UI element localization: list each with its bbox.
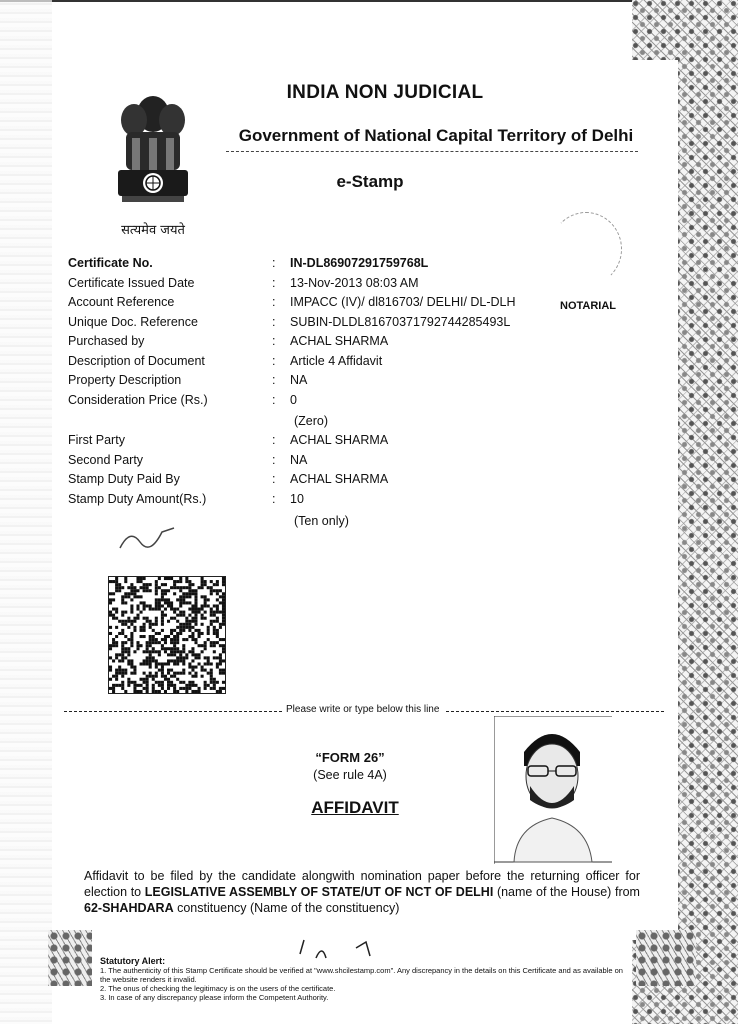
left-security-border (0, 0, 52, 1024)
notarial-label: NOTARIAL (560, 300, 617, 312)
detail-value: Article 4 Affidavit (290, 353, 383, 368)
detail-value: NA (290, 373, 308, 387)
detail-value: ACHAL SHARMA (290, 472, 389, 486)
detail-value: NA (290, 452, 308, 467)
detail-row: Account Reference : IMPACC (IV)/ dl816703/ DELHI/ DL-DLH (68, 295, 516, 309)
detail-label: Unique Doc. Reference (68, 314, 198, 329)
form-rule: (See rule 4A) (313, 768, 387, 782)
paragraph-text: (name of the House) from (493, 885, 640, 899)
handwritten-mark-icon (118, 524, 178, 554)
statutory-item: 3. In case of any discrepancy please inform the Competent Authority. (100, 993, 329, 1002)
detail-value: 10 (290, 491, 304, 506)
affidavit-heading: AFFIDAVIT (311, 798, 399, 817)
affidavit-paragraph (84, 868, 640, 916)
detail-label: Certificate Issued Date (68, 275, 195, 290)
detail-row: Description of Document : Article 4 Affidavit (68, 353, 383, 368)
detail-row: Certificate Issued Date : 13-Nov-2013 08:03 AM (68, 275, 419, 290)
detail-label: Stamp Duty Amount(Rs.) (68, 491, 207, 506)
statutory-title: Statutory Alert: (100, 956, 166, 966)
paragraph-text: constituency (Name of the constituency) (173, 901, 400, 915)
paragraph-text: Affidavit to be filed by the candidate alongwith nomination paper before the returning officer for election to (84, 869, 640, 899)
amount-in-words: (Ten only) (294, 514, 349, 528)
qr-code-icon (108, 576, 226, 694)
detail-label: First Party (68, 433, 125, 447)
detail-row: Stamp Duty Paid By : ACHAL SHARMA (68, 472, 389, 486)
price-in-words: (Zero) (294, 414, 329, 428)
detail-row: Property Description : NA (68, 373, 308, 387)
title-divider (226, 151, 638, 152)
top-edge-line (0, 0, 738, 2)
detail-label: Second Party (68, 452, 144, 467)
statutory-item: 1. The authenticity of this Stamp Certificate should be verified at "www.shcilestamp.com". Any discrepancy in the details on this Certificate and as available on the website renders it invalid. (100, 966, 623, 984)
national-emblem-icon (108, 86, 198, 216)
detail-row: Second Party : NA (68, 452, 308, 467)
document-title: INDIA NON JUDICIAL (286, 82, 484, 103)
detail-value: IN-DL86907291759768L (290, 256, 429, 270)
house-name: LEGISLATIVE ASSEMBLY OF STATE/UT OF NCT OF DELHI (144, 885, 494, 899)
statutory-alert (100, 956, 630, 1002)
detail-label: Stamp Duty Paid By (68, 472, 180, 486)
detail-row: Consideration Price (Rs.) : 0 (68, 392, 297, 407)
detail-row: Purchased by : ACHAL SHARMA (68, 334, 389, 348)
detail-value: SUBIN-DLDL81670371792744285493L (290, 314, 511, 329)
form-title: “FORM 26” (315, 750, 385, 765)
detail-label: Consideration Price (Rs.) (68, 392, 208, 407)
detail-value: 0 (290, 392, 297, 407)
detail-value: ACHAL SHARMA (290, 334, 389, 348)
detail-row: Stamp Duty Amount(Rs.) : 10 (68, 491, 304, 506)
detail-label: Account Reference (68, 295, 175, 309)
government-name: Government of National Capital Territory of Delhi (238, 126, 634, 145)
detail-value: ACHAL SHARMA (290, 433, 389, 447)
stamp-type: e-Stamp (336, 172, 404, 191)
emblem-caption: सत्यमेव जयते (121, 223, 185, 238)
detail-row: Certificate No. : IN-DL86907291759768L (68, 256, 429, 270)
corner-ornament-bottom-right (636, 930, 696, 986)
detail-label: Purchased by (68, 334, 145, 348)
detail-label: Property Description (68, 373, 182, 387)
candidate-photo (494, 716, 612, 864)
corner-ornament-bottom-left (48, 930, 92, 986)
detail-row: Unique Doc. Reference : SUBIN-DLDL81670371792744285493L (68, 314, 511, 329)
statutory-item: 2. The onus of checking the legitimacy is on the users of the certificate. (100, 984, 336, 993)
detail-row: First Party : ACHAL SHARMA (68, 433, 389, 447)
constituency-name: 62-SHAHDARA (84, 901, 174, 915)
right-security-border (632, 0, 738, 1024)
write-below-label: Please write or type below this line (286, 704, 440, 715)
detail-value: IMPACC (IV)/ dl816703/ DELHI/ DL-DLH (290, 295, 516, 309)
detail-label: Certificate No. (68, 256, 153, 270)
detail-label: Description of Document (68, 353, 205, 368)
detail-value: 13-Nov-2013 08:03 AM (290, 275, 419, 290)
